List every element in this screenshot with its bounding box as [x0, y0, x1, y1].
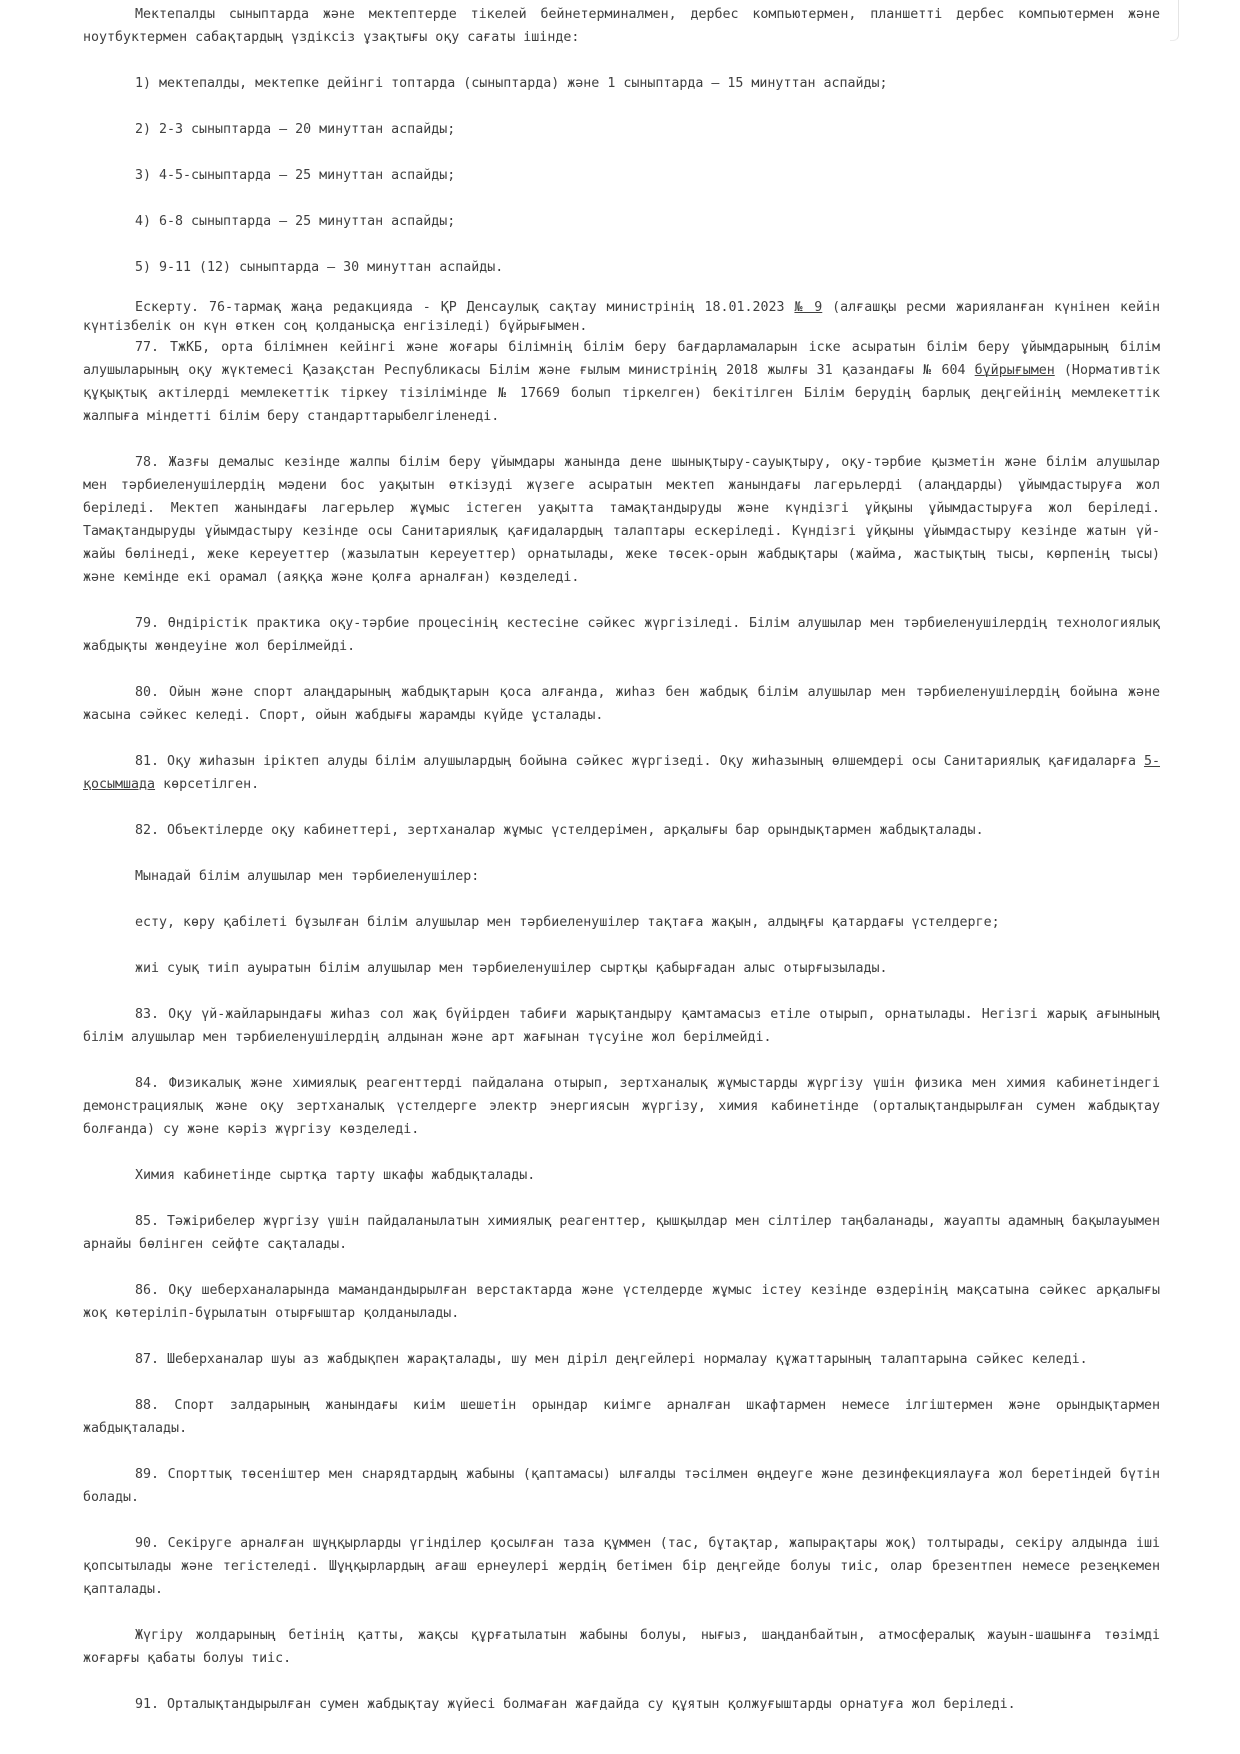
appendix-link[interactable]: 5-қосымшада	[83, 754, 1160, 792]
paragraph-89: 89. Спорттық төсеніштер мен снарядтардың жабыны (қаптамасы) ылғалды тәсілмен өңдеуге және дезинфекциялауға жол беретіндей бүтін болады.	[83, 1467, 1169, 1505]
list-item: 3) 4-5-сыныптарда – 25 минуттан аспайды;	[135, 168, 456, 183]
list-item: 1) мектепалды, мектепке дейінгі топтарда (сыныптарда) және 1 сыныптарда – 15 минуттан аспайды;	[135, 76, 888, 91]
paragraph-91: 91. Орталықтандырылған сумен жабдықтау жүйесі болмаған жағдайда су құятын қолжуғыштарды орнатуға жол беріледі.	[135, 1697, 1016, 1712]
paragraph-90-sub: Жүгіру жолдарының бетінің қатты, жақсы құрғатылатын жабыны болуы, нығыз, шаңданбайтын, атмосфералық жауын-шашынға төзімді жоғарғы қабаты болуы тиіс.	[83, 1628, 1169, 1666]
note-text: Ескерту. 76-тармақ жаңа редакцияда - ҚР Денсаулық сақтау министрінің 18.01.2023	[135, 300, 795, 315]
paragraph-80: 80. Ойын және спорт алаңдарының жабдықтарын қоса алғанда, жиһаз бен жабдық білім алушылар мен тәрбиеленушілердің бойына және жасына сәйкес келеді. Спорт, ойын жабдығы жарамды күйде ұсталады.	[83, 685, 1169, 723]
list-item: 4) 6-8 сыныптарда – 25 минуттан аспайды;	[135, 214, 456, 229]
paragraph-77-text-end: (Нормативтік құқықтық актілерді мемлекеттік тіркеу тізілімінде № 17669 болып тіркелген) бекітілген Білім берудің барлық деңгейінің мемлекеттік жалпыға міндетті білім беру стандарттарыбелгіленеді.	[83, 363, 1169, 424]
order-link[interactable]: № 9	[794, 300, 823, 315]
document-body	[83, 3, 1169, 1739]
paragraph-82-sub: есту, көру қабілеті бұзылған білім алушылар мен тәрбиеленушілер тақтаға жақын, алдыңғы қатардағы үстелдерге;	[135, 915, 1000, 930]
paragraph-88: 88. Спорт залдарының жанындағы киім шешетін орындар киімге арналған шкафтармен немесе ілгіштермен және орындықтармен жабдықталады.	[83, 1398, 1169, 1436]
list-item: 5) 9-11 (12) сыныптарда – 30 минуттан аспайды.	[135, 260, 504, 275]
paragraph-78: 78. Жазғы демалыс кезінде жалпы білім беру ұйымдары жанында дене шынықтыру-сауықтыру, оқу-тәрбие қызметін және білім алушылар мен тәрбиеленушілердің мәдени бос уақытын өткізуді жүзеге асыратын мектеп жанындағы лагерьлерді (алаңдарды) ұйымдастыруға жол беріледі. Мектеп жанындағы лагерьлер жұмыс істеген уақытта тамақтандыруды және күндізгі ұйқыны ұйымдастыруға жол беріледі. Тамақтандыруды ұйымдастыру кезінде осы Санитариялық қағидалардың талаптары ескеріледі. Күндізгі ұйқыны ұйымдастыру кезінде жатын үй-жайы бөлінеді, жеке кереуеттер (жазылатын кереуеттер) орнатылады, жеке төсек-орын жабдықтары (жайма, жастықтың тысы, көрпенің тысы) және кемінде екі орамал (аяққа және қолға арналған) көзделеді.	[83, 455, 1169, 585]
paragraph-82: 82. Объектілерде оқу кабинеттері, зертханалар жұмыс үстелдерімен, арқалығы бар орындықтармен жабдықталады.	[135, 823, 984, 838]
paragraph-81-text-end: көрсетілген.	[155, 777, 260, 792]
paragraph-82-sub: Мынадай білім алушылар мен тәрбиеленушілер:	[135, 869, 480, 884]
amendment-note	[83, 298, 1169, 336]
paragraph-90: 90. Секіруге арналған шұңқырларды үгінділер қосылған таза құммен (тас, бұтақтар, жапырақтары жоқ) толтырады, секіру алдында іші қопсытылады және тегістеледі. Шұңқырлардың ағаш ернеулері жердің бетімен бір деңгейде болуы тиіс, олар брезентпен немесе резеңкемен қапталады.	[83, 1536, 1169, 1597]
paragraph-84-sub: Химия кабинетінде сыртқа тарту шкафы жабдықталады.	[135, 1168, 536, 1183]
paragraph-84: 84. Физикалық және химиялық реагенттерді пайдалана отырып, зертханалық жұмыстарды жүргізу үшін физика мен химия кабинетіндегі демонстрациялық және оқу зертханалық үстелдерге электр энергиясын жүргізу, химия кабинетінде (орталықтандырылған сумен жабдықтау болғанда) су және кәріз жүргізу көзделеді.	[83, 1076, 1169, 1137]
paragraph-86: 86. Оқу шеберханаларында мамандандырылған верстактарда және үстелдерде жұмыс істеу кезінде өздерінің мақсатына сәйкес арқалығы жоқ көтеріліп-бұрылатын отырғыштар қолданылады.	[83, 1283, 1169, 1321]
note-text-end: (алғашқы ресми жарияланған күнінен кейін күнтізбелік он күн өткен соң қолданысқа енгізіледі) бұйрығымен.	[83, 300, 1169, 334]
order-link[interactable]: бұйрығымен	[974, 363, 1055, 378]
paragraph-81-text: 81. Оқу жиһазын іріктеп алуды білім алушылардың бойына сәйкес жүргізеді. Оқу жиһазының өлшемдері осы Санитариялық қағидаларға	[135, 754, 1144, 769]
paragraph-83: 83. Оқу үй-жайларындағы жиһаз сол жақ бүйірден табиғи жарықтандыру қамтамасыз етіле отырып, орнатылады. Негізгі жарық ағынының білім алушылар мен тәрбиеленушілердің алдынан және арт жағынан түсуіне жол берілмейді.	[83, 1007, 1169, 1045]
paragraph-82-sub: жиі суық тиіп ауыратын білім алушылар мен тәрбиеленушілер сыртқы қабырғадан алыс отырғызылады.	[135, 961, 888, 976]
intro-paragraph: Мектепалды сыныптарда және мектептерде тікелей бейнетерминалмен, дербес компьютермен, планшетті дербес компьютермен және ноутбуктермен сабақтардың үздіксіз ұзақтығы оқу сағаты ішінде:	[83, 7, 1169, 45]
paragraph-85: 85. Тәжірибелер жүргізу үшін пайдаланылатын химиялық реагенттер, қышқылдар мен сілтілер таңбаланады, жауапты адамның бақылауымен арнайы бөлінген сейфте сақталады.	[83, 1214, 1169, 1252]
paragraph-77-text: 77. ТжКБ, орта білімнен кейінгі және жоғары білімнің білім беру бағдарламаларын іске асыратын білім беру ұйымдарының білім алушыларының оқу жүктемесі Қазақстан Республикасы Білім және ғылым министрінің 2018 жылғы 31 қазандағы № 604	[83, 340, 1169, 378]
paragraph-87: 87. Шеберханалар шуы аз жабдықпен жарақталады, шу мен діріл деңгейлері нормалау құжаттарының талаптарына сәйкес келеді.	[135, 1352, 1088, 1367]
paragraph-79: 79. Өндірістік практика оқу-тәрбие процесінің кестесіне сәйкес жүргізіледі. Білім алушылар мен тәрбиеленушілердің технологиялық жабдықты жөндеуіне жол берілмейді.	[83, 616, 1169, 654]
list-item: 2) 2-3 сыныптарда – 20 минуттан аспайды;	[135, 122, 456, 137]
paragraph-81	[83, 750, 1160, 796]
page-corner-divider	[1170, 0, 1179, 41]
paragraph-77	[83, 336, 1169, 428]
